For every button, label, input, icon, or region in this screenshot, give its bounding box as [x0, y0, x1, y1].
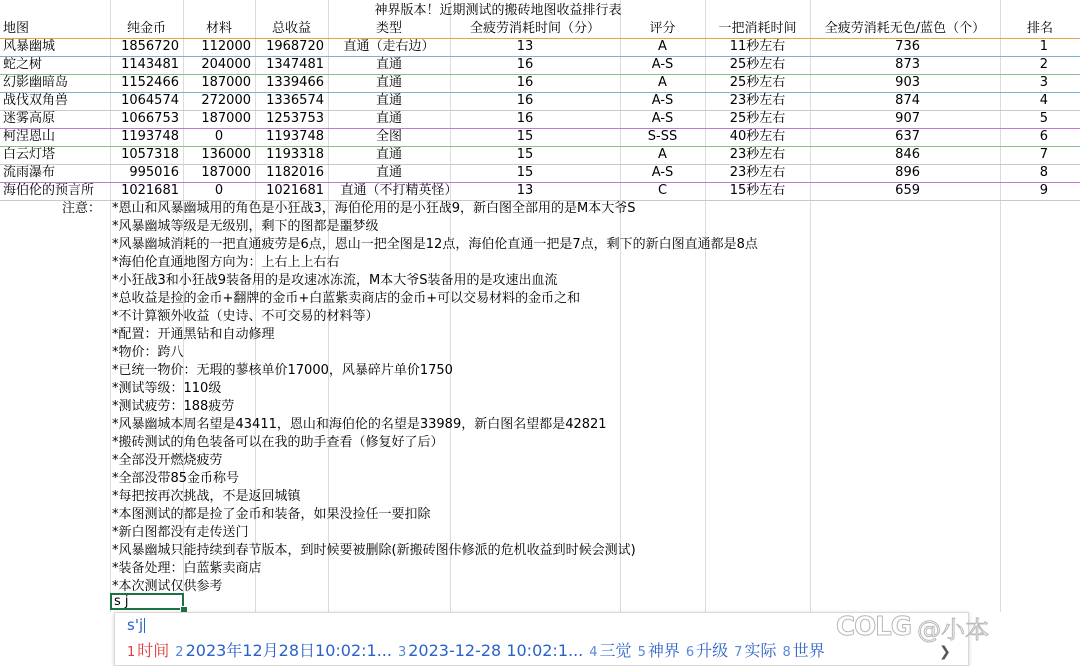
cell-run-time[interactable]: 25秒左右 [729, 111, 786, 126]
note-line[interactable]: *不计算额外收益（史诗、不可交易的材料等） [112, 309, 379, 324]
cell-run-time[interactable]: 15秒左右 [729, 183, 786, 198]
header-cell[interactable]: 评分 [649, 21, 676, 36]
cell-map[interactable]: 迷雾高原 [3, 111, 56, 126]
note-line[interactable]: *测试等级：110级 [112, 381, 222, 396]
cell-map[interactable]: 风暴幽城 [3, 39, 56, 54]
cell-time[interactable]: 15 [516, 165, 534, 180]
ime-candidate[interactable] [734, 640, 776, 664]
text-caret [144, 618, 145, 633]
cell-gold[interactable]: 1066753 [121, 111, 179, 126]
cell-time[interactable]: 15 [516, 147, 534, 162]
cell-score[interactable]: A-S [651, 111, 674, 126]
ime-candidate[interactable] [175, 640, 392, 664]
ime-candidate[interactable] [782, 640, 824, 664]
note-line[interactable]: *搬砖测试的角色装备可以在我的助手查看（修复好了后） [112, 435, 444, 450]
ime-candidate-text: 世界 [792, 641, 825, 660]
note-line[interactable]: *风暴幽城只能持续到春节版本，到时候要被删除(新搬砖图佧修派的危机收益到时候会测试) [112, 543, 636, 558]
cell-total[interactable]: 1968720 [266, 39, 324, 54]
cell-materials[interactable]: 637 [895, 129, 920, 144]
cell-rank[interactable]: 5 [1039, 111, 1048, 126]
cell-gold[interactable]: 1064574 [121, 93, 179, 108]
ime-candidate[interactable] [127, 640, 169, 664]
cell-rank[interactable]: 1 [1039, 39, 1048, 54]
ime-candidate-text: 升级 [696, 641, 729, 660]
cell-gold[interactable]: 1193748 [121, 129, 179, 144]
table-row [0, 74, 1080, 92]
header-cell[interactable]: 地图 [3, 21, 30, 36]
table-row [0, 38, 1080, 56]
cell-material[interactable]: 187000 [201, 165, 251, 180]
cell-run-time[interactable]: 23秒左右 [729, 165, 786, 180]
table-row [0, 128, 1080, 146]
ime-candidate-number: 3 [397, 645, 407, 660]
ime-candidate-text: 实际 [744, 641, 777, 660]
notes-label[interactable]: 注意： [62, 201, 102, 216]
cell-type[interactable]: 直通 [375, 147, 402, 162]
cell-score[interactable]: A-S [651, 57, 674, 72]
cell-materials[interactable]: 846 [895, 147, 920, 162]
cell-rank[interactable]: 2 [1039, 57, 1048, 72]
ime-candidate-text: 三觉 [599, 641, 632, 660]
cell-gold[interactable]: 1021681 [121, 183, 179, 198]
cell-total[interactable]: 1253753 [266, 111, 324, 126]
cell-materials[interactable]: 874 [895, 93, 920, 108]
cell-score[interactable]: A-S [651, 165, 674, 180]
cell-rank[interactable]: 7 [1039, 147, 1048, 162]
cell-type[interactable]: 直通 [375, 57, 402, 72]
cell-total[interactable]: 1336574 [266, 93, 324, 108]
cell-rank[interactable]: 9 [1039, 183, 1048, 198]
cell-run-time[interactable]: 40秒左右 [729, 129, 786, 144]
note-line[interactable]: *风暴幽城消耗的一把直通疲劳是6点，恩山一把全图是12点，海伯伦直通一把是7点，剩下的新白图直通都是8点 [112, 237, 758, 252]
ime-composition-text: s'j [127, 616, 144, 634]
header-cell[interactable]: 排名 [1026, 21, 1053, 36]
table-row [0, 56, 1080, 74]
cell-run-time[interactable]: 25秒左右 [729, 75, 786, 90]
watermark-text: @小本 [917, 615, 990, 644]
cell-gold[interactable]: 1143481 [121, 57, 179, 72]
cell-type[interactable]: 直通 [375, 165, 402, 180]
table-row [0, 146, 1080, 164]
note-line[interactable]: *物价：跨八 [112, 345, 184, 360]
cell-score[interactable]: A-S [651, 93, 674, 108]
header-row [0, 20, 1080, 38]
ime-composition [127, 615, 145, 635]
colg-logo: COLG [836, 612, 912, 642]
note-line[interactable]: *恩山和风暴幽城用的角色是小狂战3，海伯伦用的是小狂战9，新白图全部用的是M本大爷S [112, 201, 636, 216]
header-cell[interactable]: 全疲劳消耗时间（分） [469, 21, 600, 36]
cell-materials[interactable]: 896 [895, 165, 920, 180]
cell-run-time[interactable]: 23秒左右 [729, 93, 786, 108]
ime-candidate[interactable] [686, 640, 728, 664]
note-line[interactable]: *本次测试仅供参考 [112, 579, 223, 594]
cell-rank[interactable]: 4 [1039, 93, 1048, 108]
cell-materials[interactable]: 907 [895, 111, 920, 126]
cell-type[interactable]: 直通 [375, 75, 402, 90]
note-line[interactable]: *本图测试的都是捡了金币和装备，如果没捡任一要扣除 [112, 507, 431, 522]
note-line[interactable]: *新白图都没有走传送门 [112, 525, 249, 540]
cell-run-time[interactable]: 23秒左右 [729, 147, 786, 162]
header-cell[interactable]: 材料 [205, 21, 232, 36]
cell-map[interactable]: 海伯伦的预言所 [3, 183, 95, 198]
cell-total[interactable]: 1347481 [266, 57, 324, 72]
cell-map[interactable]: 蛇之树 [3, 57, 43, 72]
ime-candidate-number: 6 [685, 645, 695, 660]
cell-map[interactable]: 流雨瀑布 [3, 165, 56, 180]
cell-time[interactable]: 13 [516, 183, 534, 198]
header-cell[interactable]: 总收益 [271, 21, 311, 36]
table-row [0, 182, 1080, 200]
note-line[interactable]: *装备处理：白蓝紫卖商店 [112, 561, 262, 576]
ime-candidate[interactable] [398, 640, 583, 664]
ime-candidate-text: 神界 [647, 641, 680, 660]
cell-rank[interactable]: 8 [1039, 165, 1048, 180]
chevron-right-icon[interactable]: ❯ [939, 644, 951, 660]
note-line[interactable]: *海伯伦直通地图方向为：上右上上右右 [112, 255, 340, 270]
cell-material[interactable]: 112000 [201, 39, 251, 54]
cell-material[interactable]: 187000 [201, 111, 251, 126]
header-cell[interactable]: 一把消耗时间 [718, 21, 797, 36]
cell-time[interactable]: 16 [516, 93, 534, 108]
cell-gold[interactable]: 1152466 [121, 75, 179, 90]
cell-map[interactable]: 柯涅恩山 [3, 129, 56, 144]
cell-rank[interactable]: 6 [1039, 129, 1048, 144]
cell-score[interactable]: A [658, 39, 667, 54]
cell-materials[interactable]: 659 [895, 183, 920, 198]
cell-material[interactable]: 187000 [201, 75, 251, 90]
ime-candidate[interactable] [638, 640, 680, 664]
active-cell-editor[interactable]: s j [110, 593, 184, 610]
header-cell[interactable]: 类型 [375, 21, 402, 36]
cell-material[interactable]: 136000 [201, 147, 251, 162]
cell-total[interactable]: 1193318 [266, 147, 324, 162]
cell-time[interactable]: 15 [516, 129, 534, 144]
cell-map[interactable]: 战伐双角兽 [3, 93, 69, 108]
ime-candidate[interactable] [589, 640, 631, 664]
ime-candidate-list [127, 641, 825, 663]
cell-type[interactable]: 直通（走右边） [343, 39, 435, 54]
note-line[interactable]: *全部没开燃烧疲劳 [112, 453, 223, 468]
cell-run-time[interactable]: 25秒左右 [729, 57, 786, 72]
note-line[interactable]: *风暴幽城等级是无级别，剩下的图都是噩梦级 [112, 219, 379, 234]
cell-gold[interactable]: 995016 [129, 165, 179, 180]
ime-candidate-number: 8 [782, 645, 791, 660]
ime-candidate-number: 7 [734, 645, 743, 660]
ime-candidate-text: 2023年12月28日10:02:1... [185, 641, 392, 660]
ime-candidate-text: 时间 [137, 641, 170, 660]
table-row [0, 164, 1080, 182]
cell-score[interactable]: S-SS [647, 129, 678, 144]
cell-type[interactable]: 全图 [375, 129, 402, 144]
cell-score[interactable]: A [658, 147, 667, 162]
cell-time[interactable]: 16 [516, 111, 534, 126]
cell-materials[interactable]: 903 [895, 75, 920, 90]
note-line[interactable]: *总收益是捡的金币+翻牌的金币+白蓝紫卖商店的金币+可以交易材料的金币之和 [112, 291, 581, 306]
table-row [0, 92, 1080, 110]
cell-material[interactable]: 0 [214, 183, 224, 198]
ime-candidate-text: 2023-12-28 10:02:1... [408, 641, 584, 660]
cell-material[interactable]: 0 [214, 129, 224, 144]
sheet-title[interactable]: 神界版本！近期测试的搬砖地图收益排行表 [374, 3, 622, 18]
watermark [836, 602, 989, 652]
cell-rank[interactable]: 3 [1039, 75, 1048, 90]
cell-time[interactable]: 16 [516, 57, 534, 72]
cell-time[interactable]: 16 [516, 75, 534, 90]
ime-candidate-number: 2 [175, 645, 184, 660]
ime-candidate-number: 1 [127, 645, 136, 660]
cell-material[interactable]: 204000 [201, 57, 251, 72]
cell-run-time[interactable]: 11秒左右 [729, 39, 786, 54]
note-line[interactable]: *每把按再次挑战，不是返回城镇 [112, 489, 301, 504]
cell-gold[interactable]: 1856720 [121, 39, 179, 54]
cell-material[interactable]: 272000 [201, 93, 251, 108]
cell-total[interactable]: 1193748 [266, 129, 324, 144]
cell-time[interactable]: 13 [516, 39, 534, 54]
cell-map[interactable]: 白云灯塔 [3, 147, 56, 162]
cell-materials[interactable]: 873 [895, 57, 920, 72]
cell-total[interactable]: 1182016 [266, 165, 324, 180]
cell-type[interactable]: 直通（不打精英怪） [340, 183, 458, 198]
note-line[interactable]: *已统一物价：无瑕的蓼核单价17000，风暴碎片单价1750 [112, 363, 453, 378]
note-line[interactable]: *全部没带85金币称号 [112, 471, 240, 486]
cell-type[interactable]: 直通 [375, 93, 402, 108]
cell-type[interactable]: 直通 [375, 111, 402, 126]
header-cell[interactable]: 纯金币 [126, 21, 166, 36]
cell-materials[interactable]: 736 [895, 39, 920, 54]
note-line[interactable]: *测试疲劳：188疲劳 [112, 399, 235, 414]
ime-candidate-number: 4 [589, 645, 598, 660]
table-row [0, 110, 1080, 128]
cell-total[interactable]: 1339466 [266, 75, 324, 90]
header-cell[interactable]: 全疲劳消耗无色/蓝色（个） [824, 21, 986, 36]
cell-score[interactable]: C [657, 183, 668, 198]
note-line[interactable]: *风暴幽城本周名望是43411，恩山和海伯伦的名望是33989，新白图名望都是42821 [112, 417, 607, 432]
note-line[interactable]: *小狂战3和小狂战9装备用的是攻速冰冻流，M本大爷S装备用的是攻速出血流 [112, 273, 558, 288]
note-line[interactable]: *配置：开通黑钻和自动修理 [112, 327, 275, 342]
ime-candidate-number: 5 [637, 645, 646, 660]
cell-map[interactable]: 幻影幽暗岛 [3, 75, 69, 90]
cell-score[interactable]: A [658, 75, 667, 90]
cell-gold[interactable]: 1057318 [121, 147, 179, 162]
cell-total[interactable]: 1021681 [266, 183, 324, 198]
